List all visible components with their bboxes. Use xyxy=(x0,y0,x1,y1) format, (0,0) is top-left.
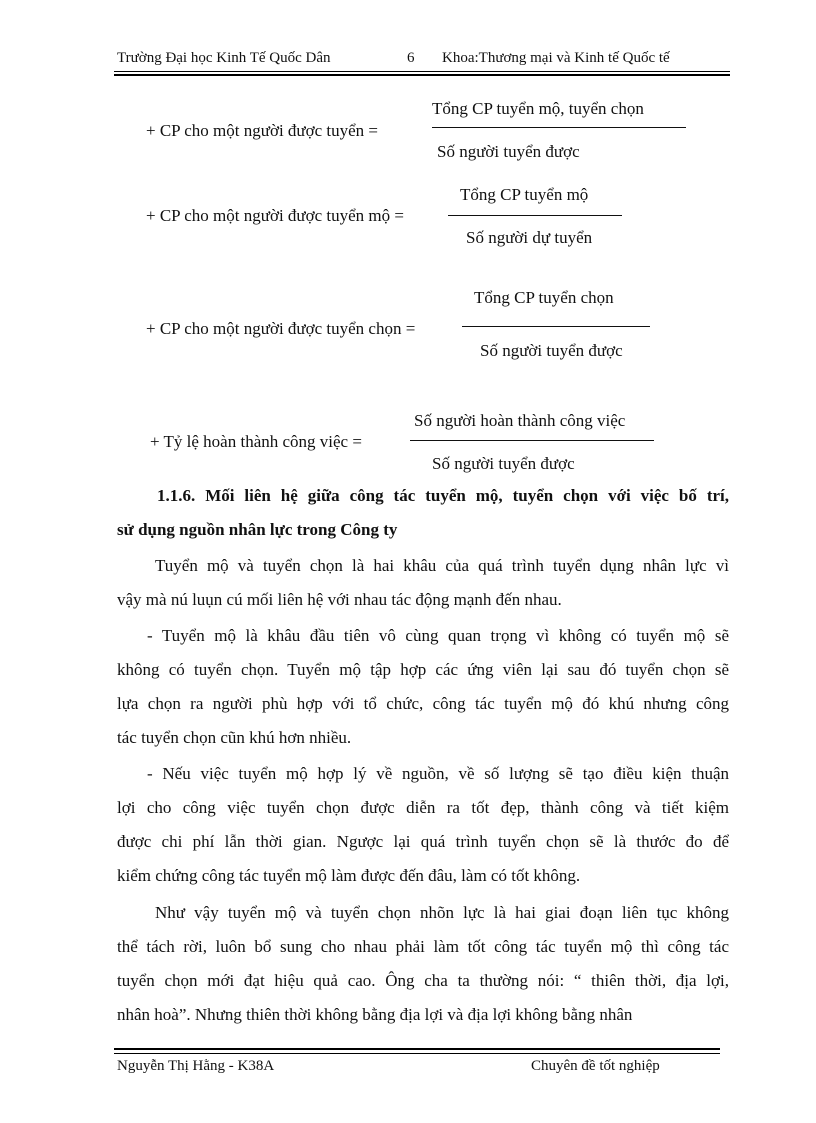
paragraph-line: thể tách rời, luôn bổ sung cho nhau phải làm tốt công tác tuyển mộ thì công tác xyxy=(117,937,729,956)
header-rule-thick xyxy=(114,74,730,76)
formula-denominator: Số người dự tuyển xyxy=(466,228,593,247)
header-university: Trường Đại học Kinh Tế Quốc Dân xyxy=(117,50,331,66)
formula-cost-per-hire xyxy=(0,96,816,166)
footer-topic: Chuyên đề tốt nghiệp xyxy=(531,1058,660,1074)
paragraph-line: nhân hoà”. Nhưng thiên thời không bằng địa lợi và địa lợi không bằng nhân xyxy=(117,1005,633,1024)
footer-author: Nguyễn Thị Hằng - K38A xyxy=(117,1058,275,1074)
paragraph xyxy=(117,896,729,1032)
formula-numerator: Tổng CP tuyển mộ xyxy=(460,185,589,204)
page-header xyxy=(117,48,729,72)
header-page-number: 6 xyxy=(407,50,415,66)
heading-line: sử dụng nguồn nhân lực trong Công ty xyxy=(117,520,398,539)
paragraph xyxy=(117,549,729,617)
paragraph-line: Như vậy tuyển mộ và tuyển chọn nhõn lực là hai giai đoạn liên tục không xyxy=(155,903,729,922)
fraction-bar xyxy=(432,127,686,128)
formula-cost-per-selection xyxy=(0,285,816,365)
paragraph-line: không có tuyển chọn. Tuyển mộ tập hợp các ứng viên lại sau đó tuyển chọn sẽ xyxy=(117,660,729,679)
paragraph-line: lựa chọn ra người phù hợp với tổ chức, công tác tuyển mộ đó khú nhưng công xyxy=(117,694,729,713)
paragraph xyxy=(117,619,729,755)
formula-numerator: Tổng CP tuyển chọn xyxy=(474,288,614,307)
footer-rule-thin xyxy=(114,1053,720,1054)
paragraph-line: - Nếu việc tuyển mộ hợp lý về nguồn, về số lượng sẽ tạo điều kiện thuận xyxy=(147,764,729,783)
header-rule-thin xyxy=(114,71,730,72)
heading-line: 1.1.6. Mối liên hệ giữa công tác tuyển mộ, tuyển chọn với việc bố trí, xyxy=(157,486,729,505)
paragraph-line: Tuyển mộ và tuyển chọn là hai khâu của quá trình tuyển dụng nhân lực vì xyxy=(155,556,729,575)
formula-lhs: + Tỷ lệ hoàn thành công việc = xyxy=(150,432,362,451)
paragraph-line: vậy mà nú luụn cú mối liên hệ với nhau tác động mạnh đến nhau. xyxy=(117,590,562,609)
fraction-bar xyxy=(462,326,650,327)
formula-denominator: Số người tuyển được xyxy=(480,341,623,360)
formula-lhs: + CP cho một người được tuyển chọn = xyxy=(146,319,416,338)
paragraph-line: tuyển chọn mới đạt hiệu quả cao. Ông cha ta thường nói: “ thiên thời, địa lợi, xyxy=(117,971,729,990)
paragraph-line: tác tuyển chọn cũn khú hơn nhiều. xyxy=(117,728,352,747)
fraction-bar xyxy=(448,215,622,216)
formula-cost-per-recruit xyxy=(0,182,816,252)
paragraph xyxy=(117,757,729,893)
header-faculty: Khoa:Thương mại và Kinh tế Quốc tế xyxy=(442,50,670,66)
formula-numerator: Tổng CP tuyển mộ, tuyển chọn xyxy=(432,99,644,118)
formula-numerator: Số người hoàn thành công việc xyxy=(414,411,626,430)
formula-lhs: + CP cho một người được tuyển = xyxy=(146,121,379,140)
formula-completion-rate xyxy=(0,408,816,478)
paragraph-line: kiểm chứng công tác tuyển mộ làm được đến đâu, làm có tốt không. xyxy=(117,866,581,885)
formula-denominator: Số người tuyển được xyxy=(437,142,580,161)
paragraph-line: - Tuyển mộ là khâu đầu tiên vô cùng quan trọng vì không có tuyển mộ sẽ xyxy=(147,626,729,645)
formula-lhs: + CP cho một người được tuyển mộ = xyxy=(146,206,404,225)
formula-denominator: Số người tuyển được xyxy=(432,454,575,473)
footer-rule-thick xyxy=(114,1048,720,1050)
fraction-bar xyxy=(410,440,654,441)
paragraph-line: lợi cho công việc tuyển chọn được diễn ra tốt đẹp, thành công và tiết kiệm xyxy=(117,798,729,817)
paragraph-line: được chi phí lẫn thời gian. Ngược lại quá trình tuyển chọn sẽ là thước đo để xyxy=(117,832,729,851)
section-heading xyxy=(117,479,729,547)
